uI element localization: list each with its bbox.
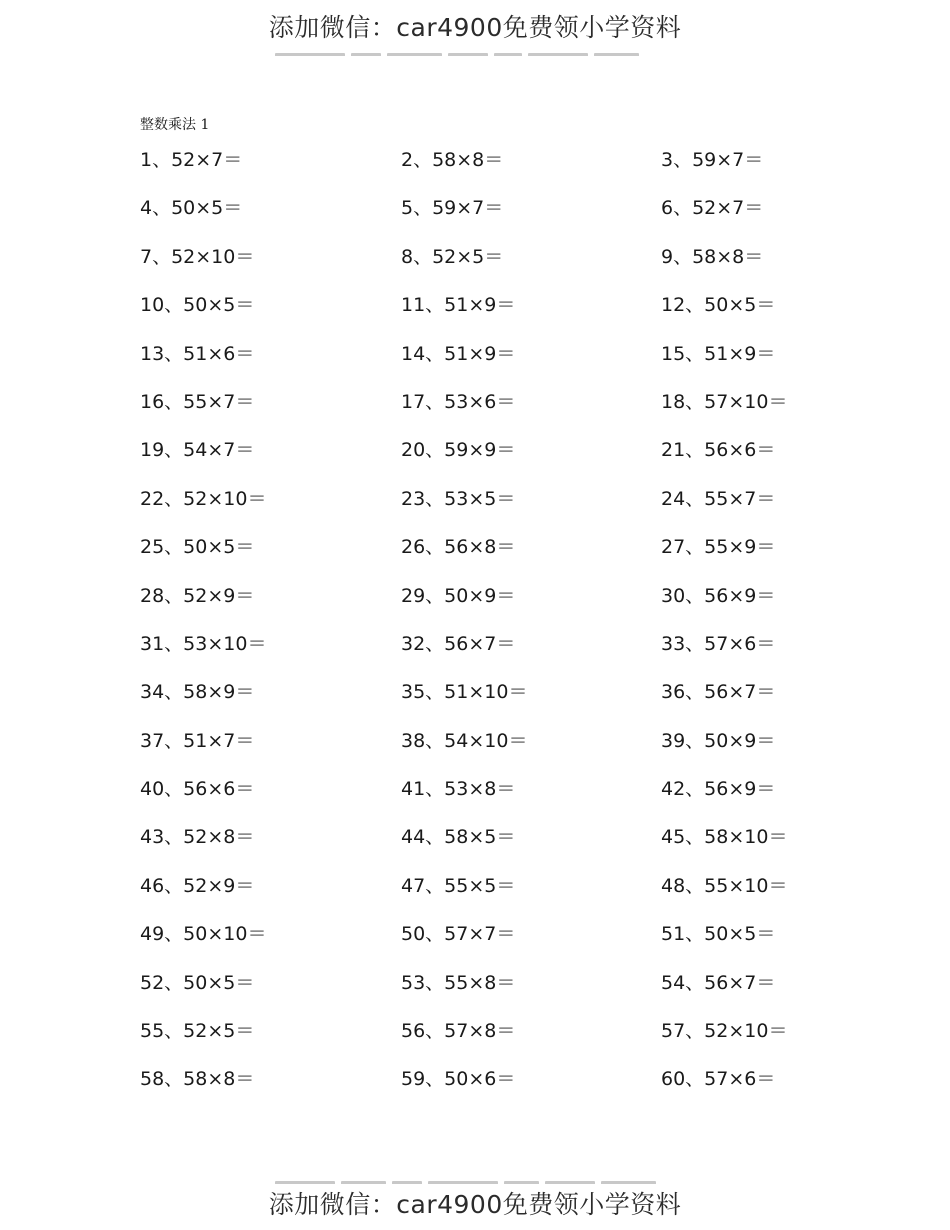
problem-item: 1、52×7＝ — [140, 149, 243, 171]
problem-item: 18、57×10＝ — [661, 390, 788, 413]
problem-item: 14、51×9＝ — [401, 342, 516, 365]
problem-item: 15、51×9＝ — [661, 342, 776, 365]
problem-item: 5、59×7＝ — [401, 197, 504, 220]
watermark-bottom: 添加微信：car4900免费领小学资料 — [268, 1190, 682, 1219]
worksheet-title: 整数乘法 1 — [140, 117, 210, 133]
problem-item: 44、58×5＝ — [401, 826, 516, 849]
problem-item: 53、55×8＝ — [401, 971, 516, 994]
problem-item: 7、52×10＝ — [140, 245, 255, 268]
problem-item: 37、51×7＝ — [140, 729, 255, 752]
problem-item: 55、52×5＝ — [140, 1020, 255, 1043]
problem-item: 41、53×8＝ — [401, 778, 516, 801]
problem-item: 58、58×8＝ — [140, 1068, 255, 1091]
problem-item: 24、55×7＝ — [661, 487, 776, 510]
problem-item: 10、50×5＝ — [140, 294, 255, 317]
problem-item: 33、57×6＝ — [661, 632, 776, 655]
problem-item: 43、52×8＝ — [140, 826, 255, 849]
problem-item: 23、53×5＝ — [401, 487, 516, 510]
problem-item: 22、52×10＝ — [140, 487, 267, 510]
problem-item: 25、50×5＝ — [140, 536, 255, 559]
problem-item: 20、59×9＝ — [401, 439, 516, 462]
problem-item: 19、54×7＝ — [140, 439, 255, 462]
problem-item: 45、58×10＝ — [661, 826, 788, 849]
problem-item: 54、56×7＝ — [661, 971, 776, 994]
problem-item: 29、50×9＝ — [401, 584, 516, 607]
problem-item: 6、52×7＝ — [661, 197, 764, 220]
problem-item: 48、55×10＝ — [661, 874, 788, 897]
problem-grid — [140, 145, 920, 1113]
problem-item: 32、56×7＝ — [401, 632, 516, 655]
problem-item: 21、56×6＝ — [661, 439, 776, 462]
problem-item: 17、53×6＝ — [401, 390, 516, 413]
problem-item: 46、52×9＝ — [140, 874, 255, 897]
problem-item: 57、52×10＝ — [661, 1020, 788, 1043]
problem-item: 36、56×7＝ — [661, 681, 776, 704]
faded-footer-text — [275, 1172, 675, 1184]
problem-item: 8、52×5＝ — [401, 245, 504, 268]
faded-header-text — [275, 44, 675, 56]
problem-item: 27、55×9＝ — [661, 536, 776, 559]
problem-item: 28、52×9＝ — [140, 584, 255, 607]
problem-item: 39、50×9＝ — [661, 729, 776, 752]
problem-item: 12、50×5＝ — [661, 294, 776, 317]
problem-item: 13、51×6＝ — [140, 342, 255, 365]
problem-item: 42、56×9＝ — [661, 778, 776, 801]
problem-item: 50、57×7＝ — [401, 923, 516, 946]
problem-item: 4、50×5＝ — [140, 197, 243, 220]
problem-item: 34、58×9＝ — [140, 681, 255, 704]
problem-item: 31、53×10＝ — [140, 632, 267, 655]
problem-item: 40、56×6＝ — [140, 778, 255, 801]
problem-item: 9、58×8＝ — [661, 245, 764, 268]
problem-item: 56、57×8＝ — [401, 1020, 516, 1043]
watermark-top: 添加微信：car4900免费领小学资料 — [268, 13, 682, 42]
problem-item: 51、50×5＝ — [661, 923, 776, 946]
problem-item: 38、54×10＝ — [401, 729, 528, 752]
problem-item: 11、51×9＝ — [401, 294, 516, 317]
problem-item: 3、59×7＝ — [661, 149, 764, 171]
problem-item: 30、56×9＝ — [661, 584, 776, 607]
problem-item: 2、58×8＝ — [401, 149, 504, 171]
problem-item: 16、55×7＝ — [140, 390, 255, 413]
problem-item: 47、55×5＝ — [401, 874, 516, 897]
problem-item: 52、50×5＝ — [140, 971, 255, 994]
problem-item: 60、57×6＝ — [661, 1068, 776, 1091]
problem-item: 49、50×10＝ — [140, 923, 267, 946]
problem-item: 35、51×10＝ — [401, 681, 528, 704]
problem-item: 26、56×8＝ — [401, 536, 516, 559]
problem-item: 59、50×6＝ — [401, 1068, 516, 1091]
